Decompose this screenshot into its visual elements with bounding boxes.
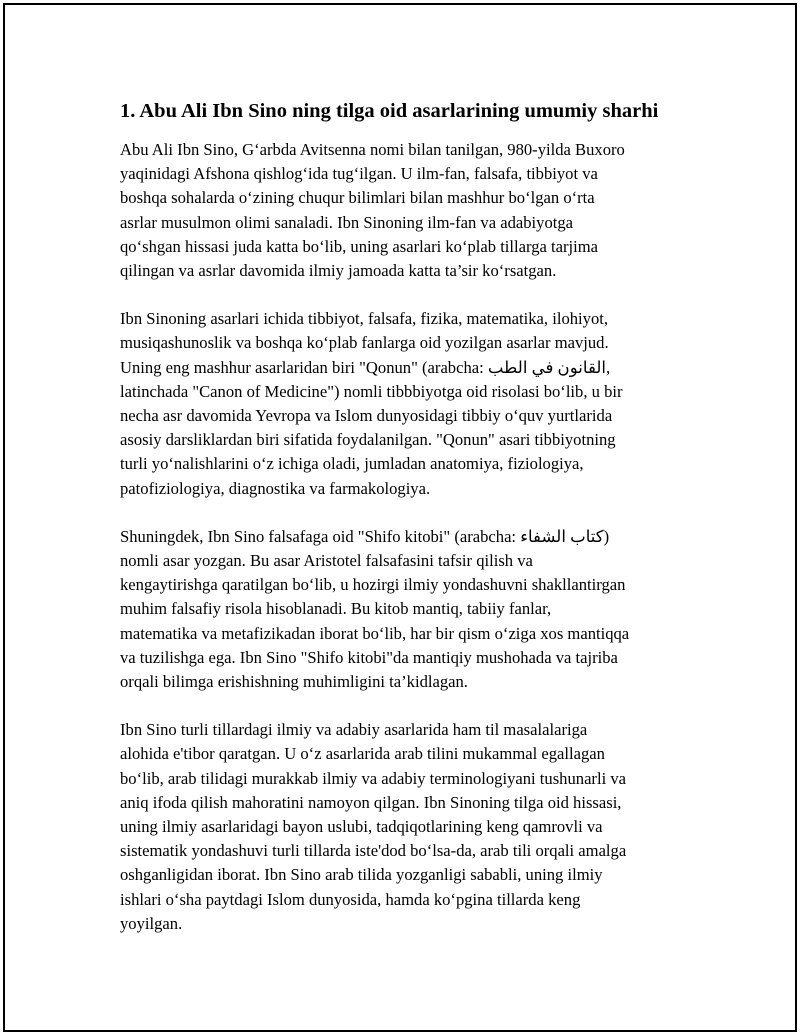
text-line: asosiy darsliklardan biri sifatida foydalanilgan. "Qonun" asari tibbiyotning (120, 430, 616, 450)
text-line: asrlar musulmon olimi sanaladi. Ibn Sinoning ilm-fan va adabiyotga (120, 212, 574, 232)
page-frame (3, 3, 797, 1032)
text-line: ishlari o‘sha paytdagi Islom dunyosida, hamda ko‘pgina tillarda keng (120, 889, 581, 909)
text-line: musiqashunoslik va boshqa ko‘plab fanlarga oid yozilgan asarlar mavjud. (120, 333, 609, 353)
text-line: necha asr davomida Yevropa va Islom dunyosidagi tibbiy o‘quv yurtlarida (120, 406, 613, 426)
paragraph-1 (120, 138, 705, 283)
text-line: uning ilmiy asarlaridagi bayon uslubi, tadqiqotlarining keng qamrovli va (120, 817, 603, 837)
section-heading: 1. Abu Ali Ibn Sino ning tilga oid asarlarining umumiy sharhi (120, 100, 659, 122)
text-line: sistematik yondashuvi turli tillarda iste'dod bo‘lsa-da, arab tili orqali amalga (120, 841, 627, 861)
text-line: yaqinidagi Afshona qishlog‘ida tug‘ilgan. U ilm-fan, falsafa, tibbiyot va (120, 164, 598, 184)
text-line: matematika va metafizikadan iborat bo‘lib, har bir qism o‘ziga xos mantiqqa (120, 623, 630, 643)
text-line: Abu Ali Ibn Sino, G‘arbda Avitsenna nomi bilan tanilgan, 980-yilda Buxoro (120, 140, 625, 159)
text-line: oshganligidan iborat. Ibn Sino arab tilida yozganligi sababli, uning ilmiy (120, 865, 603, 885)
text-line: Shuningdek, Ibn Sino falsafaga oid "Shifo kitobi" (arabcha: كتاب الشفاء) (120, 526, 610, 546)
text-line: Ibn Sinoning asarlari ichida tibbiyot, falsafa, fizika, matematika, ilohiyot, (120, 309, 609, 329)
text-line: Uning eng mashhur asarlaridan biri "Qonun" (arabcha: القانون في الطب, (120, 357, 611, 377)
text-line: qilingan va asrlar davomida ilmiy jamoada katta ta’sir ko‘rsatgan. (120, 261, 557, 281)
paragraph-4 (120, 718, 705, 936)
paragraph-2 (120, 307, 705, 501)
text-line: qo‘shgan hissasi juda katta bo‘lib, uning asarlari ko‘plab tillarga tarjima (120, 236, 599, 256)
text-line: va tuzilishga ega. Ibn Sino "Shifo kitobi"da mantiqiy mushohada va tajriba (120, 647, 618, 667)
text-line: bo‘lib, arab tilidagi murakkab ilmiy va adabiy terminologiyani tushunarli va (120, 768, 626, 788)
text-line: kengaytirishga qaratilgan bo‘lib, u hozirgi ilmiy yondashuvni shakllantirgan (120, 575, 626, 595)
text-line: nomli asar yozgan. Bu asar Aristotel falsafasini tafsir qilish va (120, 551, 533, 571)
paragraph-3 (120, 525, 705, 694)
text-line: Ibn Sino turli tillardagi ilmiy va adabiy asarlarida ham til masalalariga (120, 720, 588, 740)
text-line: alohida e'tibor qaratgan. U o‘z asarlarida arab tilini mukammal egallagan (120, 744, 605, 764)
text-line: boshqa sohalarda o‘zining chuqur bilimlari bilan mashhur bo‘lgan o‘rta (120, 188, 595, 208)
text-line: latinchada "Canon of Medicine") nomli tibbbiyotga oid risolasi bo‘lib, u bir (120, 381, 623, 401)
text-line: patofiziologiya, diagnostika va farmakologiya. (120, 478, 431, 498)
text-line: turli yo‘nalishlarini o‘z ichiga oladi, jumladan anatomiya, fiziologiya, (120, 454, 584, 474)
document-body (120, 97, 705, 960)
text-line: muhim falsafiy risola hisoblanadi. Bu kitob mantiq, tabiiy fanlar, (120, 599, 552, 619)
text-line: aniq ifoda qilish mahoratini namoyon qilgan. Ibn Sinoning tilga oid hissasi, (120, 792, 622, 812)
text-line: yoyilgan. (120, 913, 183, 933)
text-line: orqali bilimga erishishning muhimligini ta’kidlagan. (120, 672, 468, 692)
